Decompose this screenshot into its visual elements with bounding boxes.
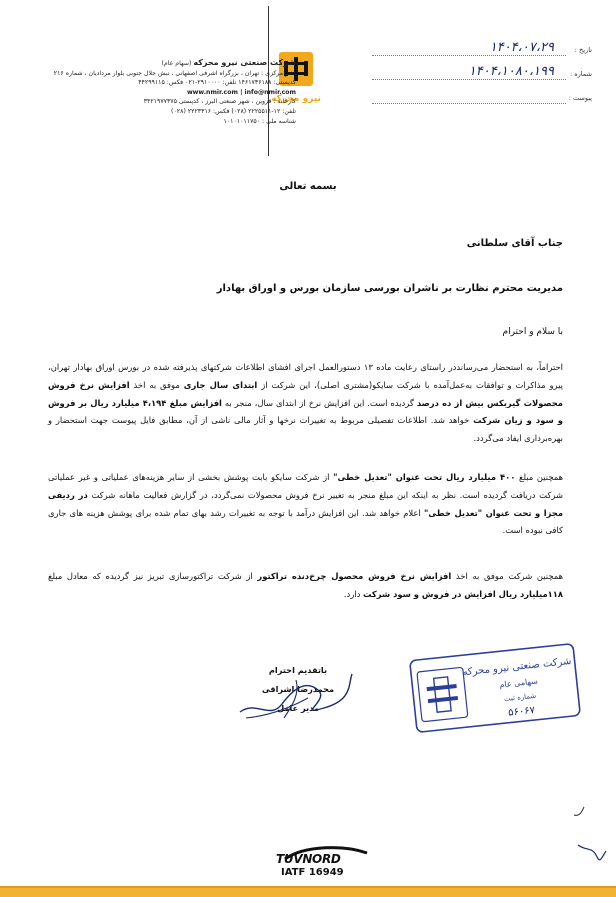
letter-meta	[372, 40, 592, 112]
attachment-row	[372, 88, 592, 112]
paragraph-2: همچنین مبلغ ۴۰۰ میلیارد ریال تحت عنوان "تعدیل خطی" از شرکت سایکو بابت پوشش بخشی از سایر هزینه‌های عملیاتی و غیر عملیاتی شرکت دریافت گردیده است. نظر به اینکه این مبلغ منجر به تغییر نرخ فروش محصولات نمی‌گردد، در گزارش فعالیت ماهانه شرکت در ردیفی مجزا و تحت عنوان "تعدیل خطی" اعلام خواهد شد. این افزایش درآمد با توجه به تغییرات رشد بهای تمام شده برای پوشش هزینه های جاری کافی نبوده است.	[48, 472, 564, 536]
number-row	[372, 64, 592, 88]
closing: باتقدیم احترام	[268, 665, 328, 675]
attachment-label: پیوست :	[568, 94, 592, 102]
handwritten-signature	[236, 660, 356, 730]
company-type: (سهام عام)	[161, 60, 192, 67]
stamp-company-name: شرکت صنعتی نیرو محرکه	[462, 655, 572, 679]
paragraph-1: احتراماً، به استحضار می‌رساند‌در راستای رعایت ماده ۱۳ دستورالعمل اجرای افشای اطلاعات شرکتهای پذیرفته شده در بورس اوراق بهادار تهران، پیرو مذاکرات و توافقات به‌عمل‌آمده با شرکت سایکو(مشتری اصلی)، این شرکت از ابتدای سال جاری موفق به اخذ افزایش نرخ فروش محصولات گیربکس بیش از ده درصد گردیده است. این افزایش نرخ از ابتدای سال، منجر به افزایش مبلغ ۴،۱۹۴ میلیارد ریال بر فروش و سود و زیان شرکت خواهد شد. اطلاعات تفصیلی مربوط به تغییرات نرخها و آثار مالی ناشی از آن، مطابق فایل پیوست جهت استحضار و بهره‌برداری ایفاد می‌گردد.	[48, 362, 563, 444]
head-office-address: دفتر مرکزی : تهران ، بزرگراه اشرفی اصفهانی ، نبش جلال جنوبی بلوار مردادیان ، شماره ۲۱۶	[53, 69, 296, 77]
company-name: شرکت صنعتی نیرو محرکه	[193, 58, 296, 67]
company-stamp	[409, 644, 581, 732]
national-id: شناسه ملی : ۱۰۱۰۱۰۱۱۷۵۰	[223, 117, 296, 125]
email-link[interactable]: info@nmir.com	[244, 88, 296, 96]
signer-name: محمدرضا اشراقی	[261, 684, 335, 694]
certification-standard: IATF 16949	[281, 867, 344, 878]
date-value: ۱۴۰۴،۰۷،۲۹	[489, 40, 554, 55]
signer-title: مدیر عامل	[277, 703, 319, 713]
greeting: با سلام و احترام	[502, 327, 563, 337]
date-row	[372, 40, 592, 64]
date-label: تاریخ :	[574, 46, 592, 54]
stamp-reg-label: شماره ثبت	[503, 691, 537, 704]
factory-address: کارخانه : قزوین ، شهر صنعتی البرز ، کدپستی ۳۴۲۱۹۷۷۳۷۵	[143, 98, 296, 106]
number-value: ۱۴۰۴،۱۰۸۰،۱۹۹	[468, 64, 554, 79]
stamp-type: سهامی عام	[498, 676, 539, 690]
certification-brand: TUVNORD	[276, 852, 341, 866]
bismillah: بسمه تعالی	[279, 181, 337, 192]
subject-line: مدیریت محترم نظارت بر ناشران بورسی سازمان بورس و اوراق بهادار	[216, 283, 563, 294]
margin-mark	[570, 805, 610, 865]
web-email: www.nmir.com | info@nmir.com	[186, 88, 296, 96]
company-info	[36, 58, 296, 126]
paragraph-3: همچنین شرکت موفق به اخذ افزایش نرخ فروش محصول چرخ‌دنده تراکتور از شرکت تراکتورسازی تبریز نیز گردیده که معادل مبلغ ۱۱۸میلیارد ریال افزایش در فروش و سود شرکت دارد.	[48, 571, 563, 599]
website-link[interactable]: www.nmir.com	[186, 88, 238, 96]
addressee: جناب آقای سلطانی	[466, 238, 563, 249]
number-label: شماره :	[570, 70, 592, 78]
head-office-contact: کدپستی: ۱۴۶۱۷۳۶۱۸۸ تلفن: ۲۹۱۰۰۰۰-۰۲۱ فکس: ۴۴۲۹۹۱۱۵	[138, 79, 296, 87]
footer-bar	[0, 886, 616, 897]
logo-text: نیرو محرکه	[271, 94, 321, 104]
stamp-reg-number: ۵۶۰۶۷	[507, 704, 536, 719]
factory-contact: تلفن: ۱۲-۲۲۲۵۵۱۱ (۰۲۸) فکس: ۲۲۲۳۳۱۶ (۰۲۸)	[171, 107, 296, 115]
